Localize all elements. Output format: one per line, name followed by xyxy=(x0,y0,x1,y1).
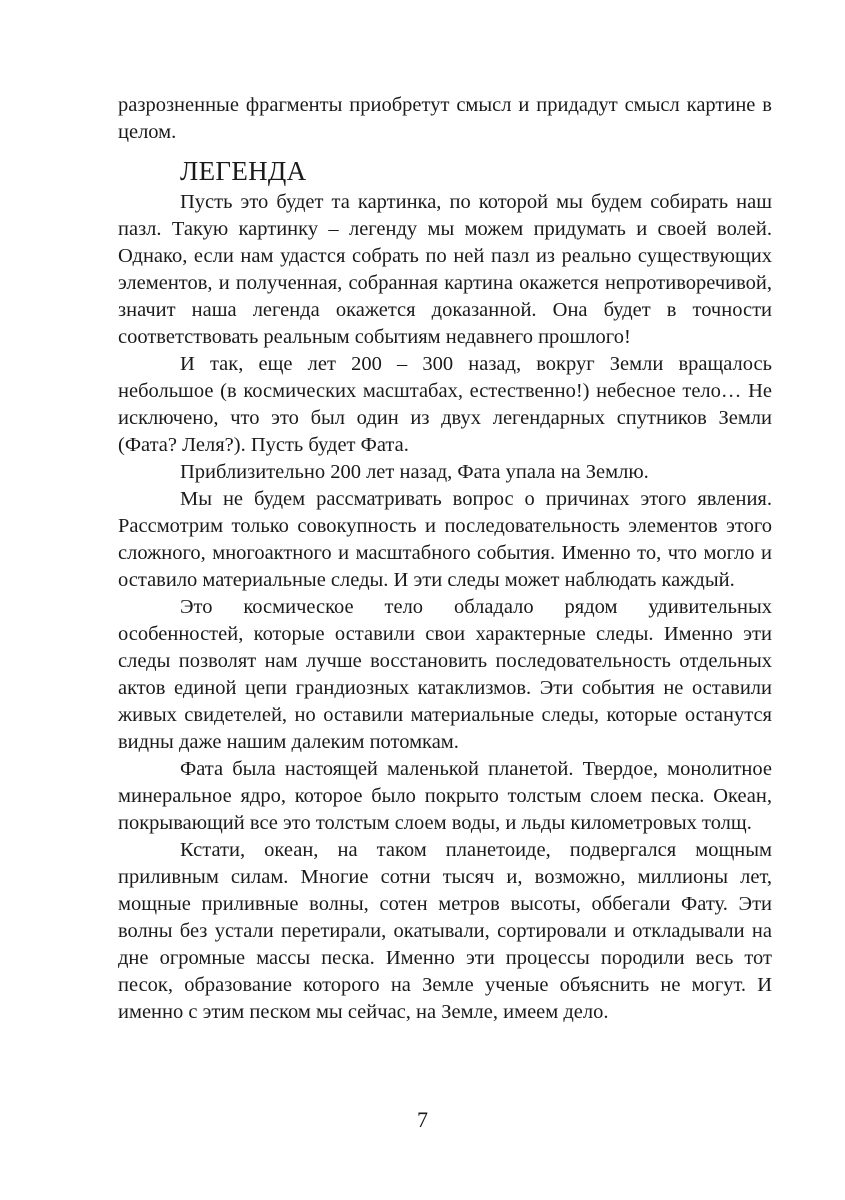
paragraph: Фата была настоящей маленькой планетой. Твердое, монолитное минеральное ядро, которое было покрыто толстым слоем песка. Океан, покрывающий все это толстым слоем воды, и льды километровых толщ. xyxy=(118,758,772,834)
paragraph: Мы не будем рассматривать вопрос о причинах этого явления. Рассмотрим только совокупность и последовательность элементов этого сложного, многоактного и масштабного события. Именно то, что могло и оставило материальные следы. И эти следы может наблюдать каждый. xyxy=(118,488,772,591)
section-heading: ЛЕГЕНДА xyxy=(180,156,307,186)
paragraph: Кстати, океан, на таком планетоиде, подвергался мощным приливным силам. Многие сотни тысяч и, возможно, миллионы лет, мощные приливные волны, сотен метров высоты, оббегали Фату. Эти волны без устали перетирали, окатывали, сортировали и откладывали на дне огромные массы песка. Именно эти процессы породили весь тот песок, образование которого на Земле ученые объяснить не могут. И именно с этим песком мы сейчас, на Земле, имеем дело. xyxy=(118,839,772,1023)
page-body xyxy=(118,92,772,1026)
paragraph: Это космическое тело обладало рядом удивительных особенностей, которые оставили свои характерные следы. Именно эти следы позволят нам лучше восстановить последовательность отдельных актов единой цепи грандиозных катаклизмов. Эти события не оставили живых свидетелей, но оставили материальные следы, которые останутся видны даже нашим далеким потомкам. xyxy=(118,596,772,753)
paragraph: Пусть это будет та картинка, по которой мы будем собирать наш пазл. Такую картинку – легенду мы можем придумать и своей волей. Однако, если нам удастся собрать по ней пазл из реально существующих элементов, и полученная, собранная картина окажется непротиворечивой, значит наша легенда окажется доказанной. Она будет в точности соответствовать реальным событиям недавнего прошлого! xyxy=(118,191,772,348)
paragraph: Приблизительно 200 лет назад, Фата упала на Землю. xyxy=(180,461,649,483)
paragraph: И так, еще лет 200 – 300 назад, вокруг Земли вращалось небольшое (в космических масштабах, естественно!) небесное тело… Не исключено, что это был один из двух легендарных спутников Земли (Фата? Леля?). Пусть будет Фата. xyxy=(118,353,772,456)
page-number: 7 xyxy=(417,1107,428,1132)
intro-paragraph: разрозненные фрагменты приобретут смысл и придадут смысл картине в целом. xyxy=(118,94,772,143)
